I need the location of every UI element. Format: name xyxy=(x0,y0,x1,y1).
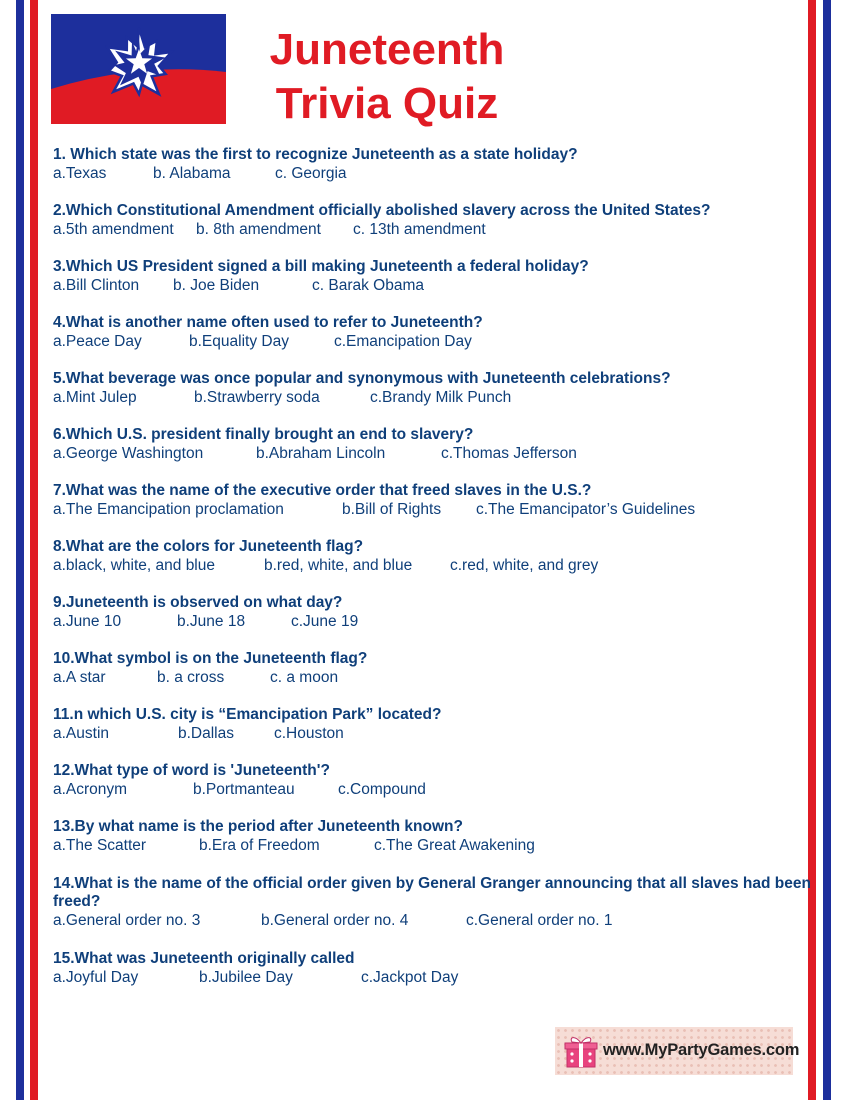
option-b: b.June 18 xyxy=(177,613,246,630)
option-b: b.Abraham Lincoln xyxy=(256,445,386,462)
option-c: c. 13th amendment xyxy=(353,221,486,238)
option-b: b.Jubilee Day xyxy=(199,969,293,986)
question-text: 7.What was the name of the executive order that freed slaves in the U.S.? xyxy=(53,482,592,499)
question-block-11 xyxy=(53,706,813,744)
option-a: a.Austin xyxy=(53,725,110,742)
border-stripe-left-blue xyxy=(16,0,24,1100)
option-b: b. a cross xyxy=(157,669,225,686)
option-b: b.Strawberry soda xyxy=(194,389,320,406)
question-block-8 xyxy=(53,538,813,576)
option-c: c.Brandy Milk Punch xyxy=(370,389,512,406)
question-text: 14.What is the name of the official order given by General Granger announcing that all slaves had been freed? xyxy=(53,875,811,910)
option-c: c. Georgia xyxy=(275,165,347,182)
option-c: c.Houston xyxy=(274,725,344,742)
question-block-15 xyxy=(53,950,813,988)
site-url[interactable]: www.MyPartyGames.com xyxy=(603,1041,800,1059)
question-block-12 xyxy=(53,762,813,800)
option-b: b. 8th amendment xyxy=(196,221,321,238)
question-text: 4.What is another name often used to refer to Juneteenth? xyxy=(53,314,483,331)
option-a: a.Bill Clinton xyxy=(53,277,140,294)
question-block-10 xyxy=(53,650,813,688)
site-logo[interactable] xyxy=(555,1027,800,1075)
option-c: c.General order no. 1 xyxy=(466,912,613,929)
question-text: 9.Juneteenth is observed on what day? xyxy=(53,594,343,611)
option-a: a.5th amendment xyxy=(53,221,174,238)
question-text: 3.Which US President signed a bill making Juneteenth a federal holiday? xyxy=(53,258,589,275)
option-a: a.Acronym xyxy=(53,781,128,798)
question-text: 8.What are the colors for Juneteenth flag? xyxy=(53,538,364,555)
border-stripe-left-red xyxy=(30,0,38,1100)
option-a: a.General order no. 3 xyxy=(53,912,201,929)
question-block-7 xyxy=(53,482,813,520)
option-b: b. Alabama xyxy=(153,165,231,182)
juneteenth-flag xyxy=(51,14,226,124)
option-c: c.Emancipation Day xyxy=(334,333,472,350)
question-block-3 xyxy=(53,258,813,296)
option-b: b.General order no. 4 xyxy=(261,912,409,929)
option-c: c.The Great Awakening xyxy=(374,837,535,854)
question-block-9 xyxy=(53,594,813,632)
option-b: b. Joe Biden xyxy=(173,277,260,294)
option-b: b.Dallas xyxy=(178,725,234,742)
option-a: a.Joyful Day xyxy=(53,969,139,986)
question-block-6 xyxy=(53,426,813,464)
option-b: b.Era of Freedom xyxy=(199,837,320,854)
question-text: 10.What symbol is on the Juneteenth flag? xyxy=(53,650,368,667)
option-c: c.The Emancipator’s Guidelines xyxy=(476,501,696,518)
question-block-1 xyxy=(53,146,813,184)
option-c: c. Barak Obama xyxy=(312,277,424,294)
option-c: c.Thomas Jefferson xyxy=(441,445,577,462)
question-text: 11.n which U.S. city is “Emancipation Park” located? xyxy=(53,706,442,723)
question-block-5 xyxy=(53,370,813,408)
option-a: a.black, white, and blue xyxy=(53,557,215,574)
option-c: c.red, white, and grey xyxy=(450,557,599,574)
page-title-line-1: Juneteenth xyxy=(269,25,505,74)
option-c: c.June 19 xyxy=(291,613,359,630)
option-b: b.Portmanteau xyxy=(193,781,295,798)
option-a: a.The Emancipation proclamation xyxy=(53,501,284,518)
question-text: 15.What was Juneteenth originally called xyxy=(53,950,355,967)
option-b: b.Bill of Rights xyxy=(342,501,442,518)
option-a: a.Mint Julep xyxy=(53,389,137,406)
question-block-13 xyxy=(53,818,813,856)
option-b: b.Equality Day xyxy=(189,333,289,350)
option-c: c. a moon xyxy=(270,669,339,686)
border-stripe-right-blue xyxy=(823,0,831,1100)
option-b: b.red, white, and blue xyxy=(264,557,413,574)
question-text: 5.What beverage was once popular and synonymous with Juneteenth celebrations? xyxy=(53,370,671,387)
option-a: a.Texas xyxy=(53,165,107,182)
option-c: c.Jackpot Day xyxy=(361,969,459,986)
option-c: c.Compound xyxy=(338,781,426,798)
question-block-4 xyxy=(53,314,813,352)
question-text: 2.Which Constitutional Amendment officially abolished slavery across the United States? xyxy=(53,202,711,219)
option-a: a.Peace Day xyxy=(53,333,142,350)
question-text: 1. Which state was the first to recognize Juneteenth as a state holiday? xyxy=(53,146,578,163)
question-text: 6.Which U.S. president finally brought an end to slavery? xyxy=(53,426,474,443)
question-block-14 xyxy=(53,875,813,931)
option-a: a.George Washington xyxy=(53,445,204,462)
option-a: a.June 10 xyxy=(53,613,122,630)
page-title-line-2: Trivia Quiz xyxy=(275,79,499,128)
question-text: 12.What type of word is 'Juneteenth'? xyxy=(53,762,330,779)
option-a: a.The Scatter xyxy=(53,837,147,854)
question-text: 13.By what name is the period after Juneteenth known? xyxy=(53,818,463,835)
question-block-2 xyxy=(53,202,813,240)
option-a: a.A star xyxy=(53,669,106,686)
gift-icon xyxy=(563,1033,599,1069)
